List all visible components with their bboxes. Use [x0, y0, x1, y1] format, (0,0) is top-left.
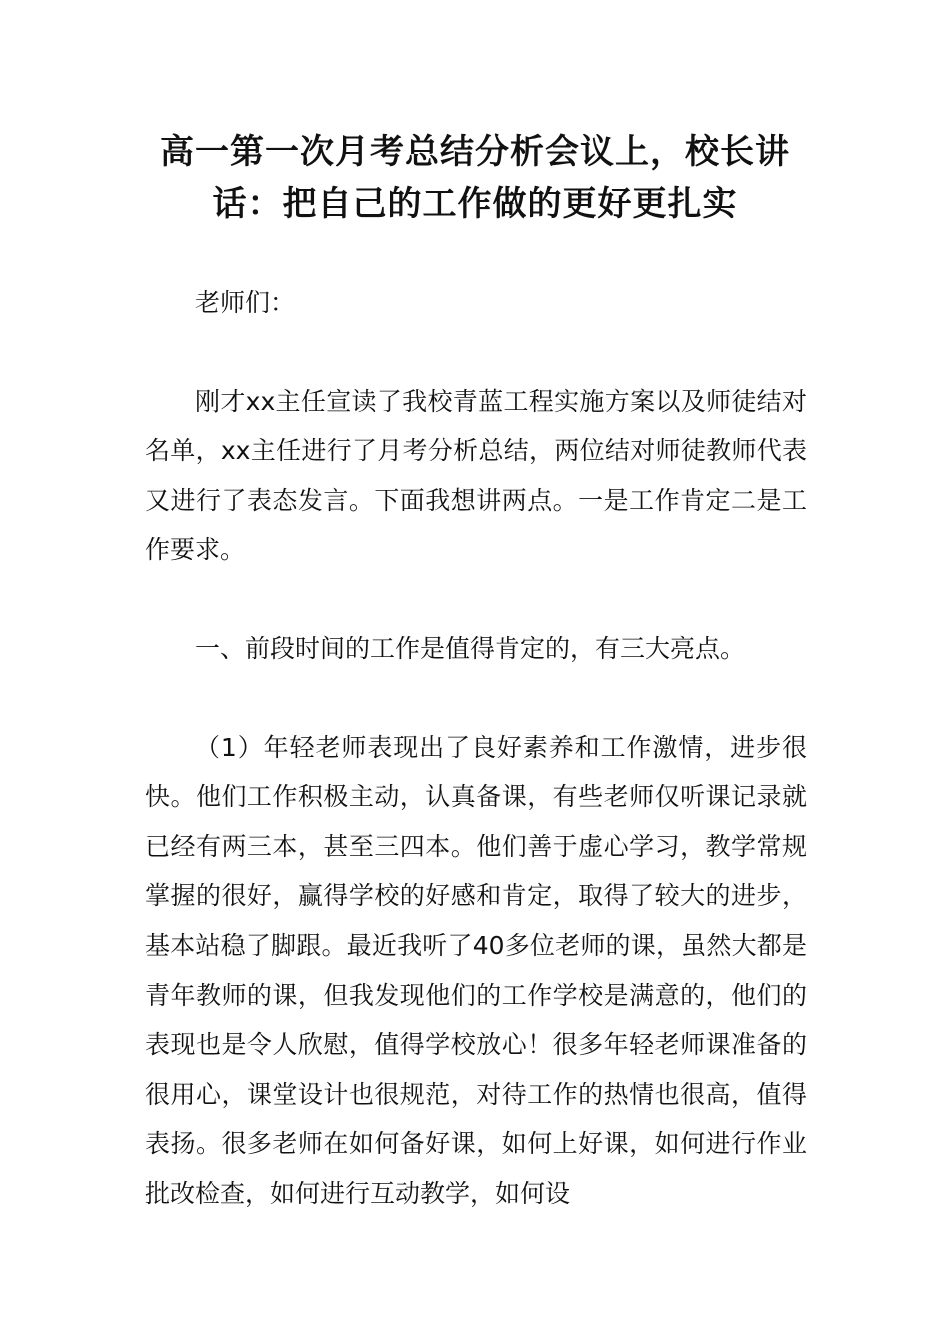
paragraph-intro: 刚才xx主任宣读了我校青蓝工程实施方案以及师徒结对名单，xx主任进行了月考分析总结，两位结对师徒教师代表又进行了表态发言。下面我想讲两点。一是工作肯定二是工作要求。: [145, 386, 807, 565]
greeting: 老师们：: [195, 288, 296, 317]
paragraph-point-1: （1）年轻老师表现出了良好素养和工作激情，进步很快。他们工作积极主动，认真备课，有些老师仅听课记录就已经有两三本，甚至三四本。他们善于虚心学习，教学常规掌握的很好，赢得学校的好感和肯定，取得了较大的进步，基本站稳了脚跟。最近我听了40多位老师的课，虽然大都是青年教师的课，但我发现他们的工作学校是满意的，他们的表现也是令人欣慰，值得学校放心！很多年轻老师课准备的很用心，课堂设计也很规范，对待工作的热情也很高，值得表扬。很多老师在如何备好课，如何上好课，如何进行作业批改检查，如何进行互动教学，如何设: [145, 732, 807, 1208]
document-body: [145, 278, 807, 1219]
paragraph-spacer: [145, 674, 807, 723]
section-heading-1: 一、前段时间的工作是值得肯定的，有三大亮点。: [195, 633, 746, 663]
paragraph-spacer: [145, 575, 807, 624]
paragraph-spacer: [145, 328, 807, 377]
document-title: 高一第一次月考总结分析会议上，校长讲话：把自己的工作做的更好更扎实: [160, 132, 790, 224]
